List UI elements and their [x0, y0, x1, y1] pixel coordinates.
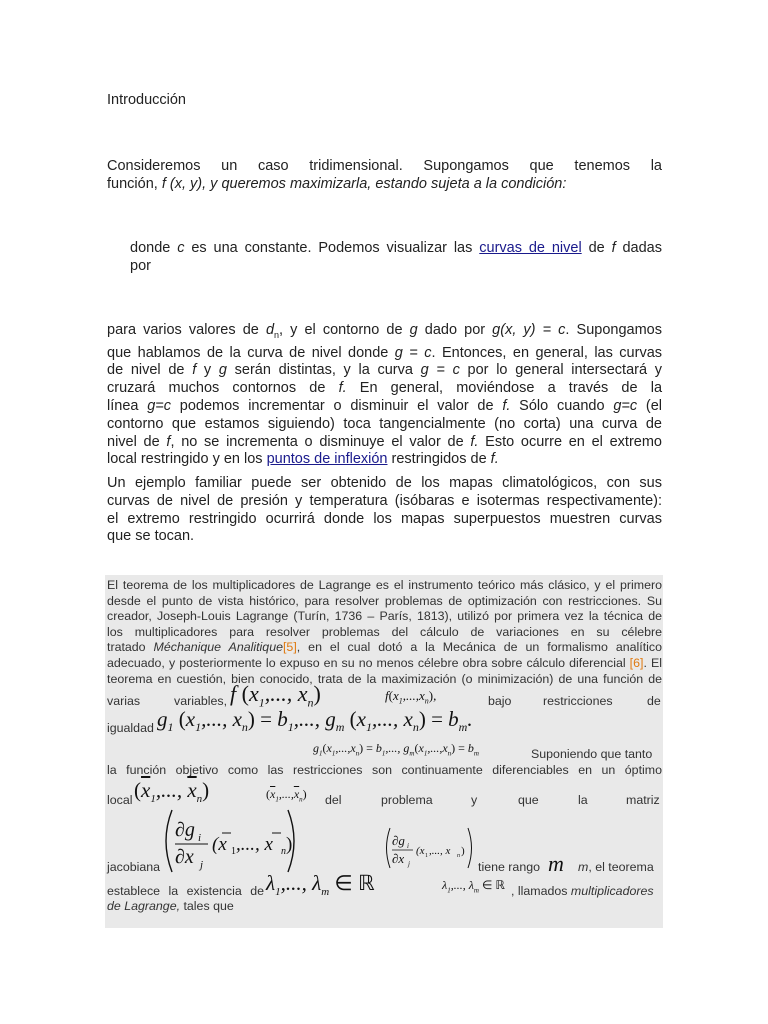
paragraph-contour [107, 322, 662, 469]
paragraph-line: línea g=c podemos incrementar o disminuir el valor de f. Sólo cuando g=c (el [107, 398, 662, 415]
svg-text:1: 1 [425, 853, 428, 859]
paragraph-line: donde c es una constante. Podemos visualizar las curvas de nivel de f dadas [130, 240, 662, 256]
svg-text:n: n [281, 846, 286, 857]
link-curvas-de-nivel[interactable]: curvas de nivel [479, 240, 582, 256]
jacobian-matrix-large [160, 808, 300, 874]
text-suponiendo: Suponiendo que tanto [531, 747, 653, 761]
svg-text:∂x: ∂x [392, 851, 405, 866]
word-la: la [578, 793, 588, 807]
link-puntos-de-inflexion[interactable]: puntos de inflexión [266, 451, 388, 468]
paragraph-example [107, 475, 662, 546]
svg-text:n: n [457, 853, 460, 859]
paragraph-line: local restringido y en los puntos de inflexión restringidos de f. [107, 451, 499, 468]
formula-m-large: m [548, 851, 564, 876]
box-line: teorema en cuestión, bien conocido, trata de la maximización (o minimización) de una función de [107, 671, 662, 686]
box-line: adecuado, y posteriormente lo expuso en su no menos célebre obra sobre cálculo diferencial [6]. El [107, 655, 662, 670]
svg-text:∂g: ∂g [392, 833, 405, 848]
svg-text:,..., x: ,..., x [429, 845, 451, 857]
text-llamados: , llamados multiplicadores [511, 884, 654, 898]
formula-xbar-large: ($\overline{x}_1$,..., $\overline{x}_n$) [134, 778, 210, 806]
page-title: Introducción [107, 92, 186, 108]
box-line: desde el punto de vista histórico, para resolver problemas de optimización con restricciones. Su [107, 593, 662, 608]
word-igualdad: igualdad [107, 721, 154, 735]
paragraph-line: para varios valores de $d_n$, y el contorno de g dado por g(x, y) = c. Supongamos [107, 322, 662, 340]
svg-text:(x: (x [416, 845, 425, 857]
paragraph-level-curves [130, 240, 662, 276]
paragraph-line: Un ejemplo familiar puede ser obtenido de los mapas climatológicos, con sus [107, 475, 662, 491]
formula-f-large: f ($x_1$,..., $x_n$) [230, 681, 321, 710]
paragraph-line: por [130, 257, 151, 274]
svg-text:1: 1 [231, 846, 236, 857]
formula-xbar-small: $(\overline{x}_1,...,\overline{x}_n)$ [266, 787, 307, 804]
word-varias: varias [107, 694, 141, 708]
box-line: tratado Méchanique Analitique[5], en el cual dotó a la Mecánica de un formalismo analítico [107, 640, 662, 655]
svg-text:): ) [286, 834, 293, 855]
word-y: y [471, 793, 478, 807]
word-que: que [518, 793, 539, 807]
box-line: El teorema de los multiplicadores de Lagrange es el instrumento teórico más clásico, y el primero [107, 578, 662, 592]
citation-6[interactable]: [6] [629, 655, 644, 670]
word-restricciones: restricciones [543, 694, 613, 708]
paragraph-intro [107, 158, 662, 194]
word-local: local [107, 793, 133, 807]
box-line: creador, Joseph-Louis Lagrange (Turín, 1736 – París, 1813), utilizó por primera vez la técnica de [107, 609, 662, 624]
word-matriz: matriz [626, 793, 660, 807]
svg-text:): ) [461, 845, 465, 857]
formula-lambda-small: $\lambda_1$,..., $\lambda_m$ ∈ ℝ [442, 878, 505, 895]
citation-5[interactable]: [5] [282, 640, 297, 655]
paragraph-line: Consideremos un caso tridimensional. Supongamos que tenemos la [107, 158, 662, 174]
word-del: del [325, 793, 342, 807]
formula-lambda-large: $\lambda_1$,..., $\lambda_m$ ∈ ℝ [266, 871, 375, 899]
box-line: la función objetivo como las restricciones son continuamente diferenciables en un óptimo [107, 763, 662, 777]
formula-constraints-large: $g_1$ ($x_1$,..., $x_n) = b_1$,..., $g_m$ ($x_1$,..., $x_n) = b_m$. [157, 707, 473, 735]
word-de: de [647, 694, 661, 708]
formula-constraints-small: $g_1(x_1,...,x_n) = b_1$,..., $g_m(x_1,...,x_n) = b_m$ [313, 741, 479, 758]
box-line: los multiplicadores para resolver problemas del cálculo de variaciones en su célebre [107, 624, 662, 639]
paragraph-line: función, f (x, y), y queremos maximizarla, estando sujeta a la condición: [107, 175, 567, 192]
jacobian-matrix-small [383, 827, 475, 869]
text-m-small: m, el teorema [578, 860, 654, 874]
paragraph-line: contorno que estamos siguiendo) toca tangencialmente (no corta) una curva de [107, 415, 662, 432]
paragraph-line: que hablamos de la curva de nivel donde g = c. Entonces, en general, las curvas [107, 344, 663, 361]
paragraph-line: cruzará muchos contornos de f. En general, moviéndose a través de la [107, 380, 663, 397]
paragraph-line: que se tocan. [107, 528, 195, 545]
paragraph-line: curvas de nivel de presión y temperatura (isóbaras e isotermas respectivamente): [107, 492, 662, 509]
word-jacobiana: jacobiana [107, 860, 161, 874]
svg-text:∂x: ∂x [175, 846, 194, 868]
text-establece: establece la existencia de [107, 884, 264, 898]
paragraph-line: de nivel de f y g serán distintas, y la curva g = c por lo general intersectará y [107, 362, 662, 379]
text-de-lagrange: de Lagrange, tales que [107, 899, 234, 913]
word-problema: problema [381, 793, 433, 807]
word-variables: variables, [174, 694, 228, 708]
paragraph-line: nivel de f, no se incrementa o disminuye el valor de f. Esto ocurre en el extremo [107, 433, 662, 450]
paragraph-line: el extremo restringido ocurrirá donde los mapas superpuestos muestren curvas [107, 510, 662, 527]
svg-text:j: j [408, 860, 410, 868]
svg-text:∂g: ∂g [175, 819, 195, 841]
svg-text:(x: (x [212, 834, 227, 855]
svg-text:i: i [198, 832, 202, 844]
text-tiene-rango: tiene rango [478, 860, 541, 874]
svg-text:i: i [407, 842, 409, 850]
svg-text:,..., x: ,..., x [236, 834, 273, 855]
word-bajo: bajo [488, 694, 512, 708]
formula-f-small: $f(x_1,...,x_n)$, [385, 688, 437, 706]
lagrange-text-block [107, 578, 662, 687]
svg-text:j: j [200, 859, 204, 871]
